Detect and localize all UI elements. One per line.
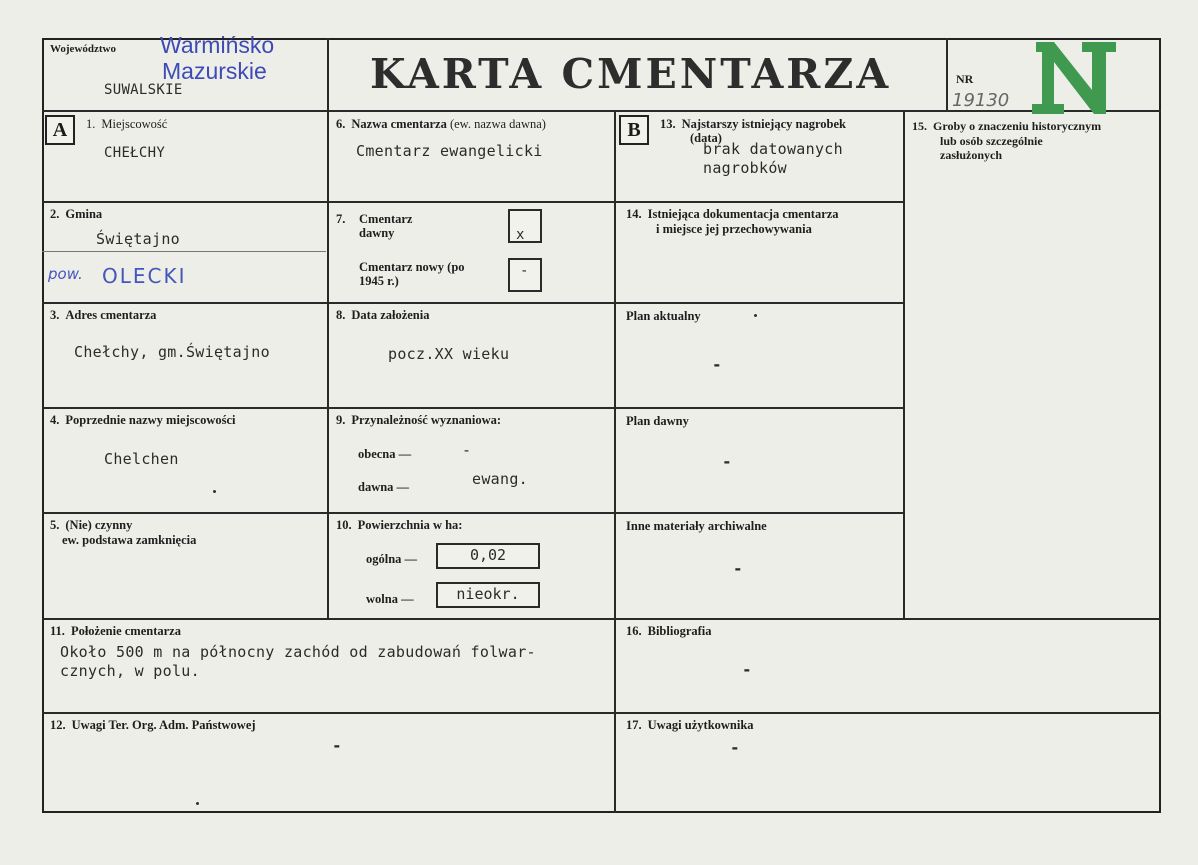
field-label-text: Poprzednie nazwy miejscowości bbox=[65, 413, 236, 427]
field-15-label-2: lub osób szczególnie bbox=[940, 134, 1043, 148]
field-number: 4. bbox=[50, 413, 60, 427]
field-3-value: Chełchy, gm.Świętajno bbox=[74, 343, 270, 361]
row-divider bbox=[42, 407, 904, 409]
field-number: 14. bbox=[626, 207, 642, 221]
field-label-text: Uwagi Ter. Org. Adm. Państwowej bbox=[71, 718, 256, 732]
field-number: 11. bbox=[50, 624, 65, 638]
field-label-text: (Nie) czynny bbox=[65, 518, 133, 532]
field-number: 1. bbox=[86, 117, 96, 131]
field-label-text: Uwagi użytkownika bbox=[647, 718, 754, 732]
field-2-value: Świętajno bbox=[96, 230, 180, 248]
field-label-text: Data założenia bbox=[351, 308, 430, 322]
nr-value: 19130 bbox=[952, 90, 1010, 111]
row-divider bbox=[42, 512, 904, 514]
row-divider bbox=[42, 201, 904, 203]
field-9-label bbox=[336, 413, 501, 427]
field-label-text: Miejscowość bbox=[101, 117, 168, 131]
col-divider bbox=[327, 38, 329, 618]
field-7-dawny-label: Cmentarz dawny bbox=[359, 212, 413, 240]
checkbox-mark: x bbox=[516, 227, 525, 243]
field-11-line-1: Około 500 m na północny zachód od zabudowań folwar- bbox=[60, 643, 536, 661]
field-6-label bbox=[336, 117, 546, 131]
field-8-label bbox=[336, 308, 429, 322]
obecna-value: - bbox=[462, 441, 472, 459]
field-number: 2. bbox=[50, 207, 60, 221]
plan-dawny-label: Plan dawny bbox=[626, 414, 689, 428]
cmentarz-dawny-checkbox bbox=[508, 209, 542, 243]
field-label-text: Groby o znaczeniu historycznym bbox=[933, 119, 1102, 133]
field-label-text: Położenie cmentarza bbox=[70, 624, 181, 638]
field-1-value: CHEŁCHY bbox=[104, 145, 166, 161]
card-title: KARTA CMENTARZA bbox=[370, 50, 892, 98]
field-14-label bbox=[626, 207, 839, 221]
plan-aktualny-value: - bbox=[712, 355, 722, 374]
field-11-label bbox=[50, 624, 181, 638]
nr-divider bbox=[946, 38, 948, 110]
inne-materialy-value: - bbox=[733, 559, 743, 578]
field-number: 9. bbox=[336, 413, 346, 427]
ogolna-value-box: 0,02 bbox=[436, 543, 540, 569]
stamp-line-1: Warmińsko bbox=[160, 32, 275, 58]
dawna-label: dawna — bbox=[358, 480, 410, 494]
wolna-label: wolna — bbox=[366, 592, 414, 606]
field-5-label bbox=[50, 518, 132, 532]
cmentarz-nowy-checkbox bbox=[508, 258, 542, 292]
paper-speck bbox=[196, 802, 199, 805]
field-5-label-2: ew. podstawa zamknięcia bbox=[62, 533, 197, 547]
plan-aktualny-label: Plan aktualny bbox=[626, 309, 701, 323]
section-b-marker: B bbox=[619, 115, 649, 145]
field-4-label bbox=[50, 413, 235, 427]
gmina-divider bbox=[42, 251, 326, 252]
field-number: 16. bbox=[626, 624, 642, 638]
field-17-label bbox=[626, 718, 754, 732]
row-divider bbox=[42, 618, 1161, 620]
category-letter-n bbox=[1030, 38, 1118, 116]
field-number: 3. bbox=[50, 308, 60, 322]
field-number: 10. bbox=[336, 518, 352, 532]
section-a-marker: A bbox=[45, 115, 75, 145]
paper-speck bbox=[213, 490, 216, 493]
field-12-label bbox=[50, 718, 256, 732]
field-15-label bbox=[912, 119, 1101, 133]
field-number: 17. bbox=[626, 718, 642, 732]
field-label-text: Bibliografia bbox=[647, 624, 712, 638]
field-label-text: Istniejąca dokumentacja cmentarza bbox=[647, 207, 839, 221]
ogolna-label: ogólna — bbox=[366, 552, 418, 566]
plan-dawny-value: - bbox=[722, 452, 732, 471]
field-13-label-2: (data) bbox=[690, 131, 722, 145]
field-label-text: Adres cmentarza bbox=[65, 308, 157, 322]
field-label-note: (ew. nazwa dawna) bbox=[449, 117, 546, 131]
field-label-text: Nazwa cmentarza bbox=[351, 117, 447, 131]
field-number: 13. bbox=[660, 117, 676, 131]
checkbox-mark: - bbox=[520, 263, 529, 279]
field-15-label-3: zasłużonych bbox=[940, 148, 1003, 162]
obecna-label: obecna — bbox=[358, 447, 412, 461]
field-1-label bbox=[86, 117, 167, 131]
field-16-value: - bbox=[742, 660, 752, 679]
field-13-line-2: nagrobków bbox=[703, 159, 787, 177]
field-10-label bbox=[336, 518, 462, 532]
field-number: 5. bbox=[50, 518, 60, 532]
powiat-value: OLECKI bbox=[102, 264, 187, 288]
col-divider bbox=[903, 110, 905, 618]
row-divider bbox=[42, 712, 1161, 714]
field-8-value: pocz.XX wieku bbox=[388, 345, 510, 363]
row-divider bbox=[42, 302, 904, 304]
field-label-text: Przynależność wyznaniowa: bbox=[351, 413, 502, 427]
field-label-text: Powierzchnia w ha: bbox=[357, 518, 463, 532]
wojewodztwo-value: SUWALSKIE bbox=[104, 82, 183, 98]
field-7-nowy-label: Cmentarz nowy (po 1945 r.) bbox=[359, 260, 465, 288]
field-13-label bbox=[660, 117, 846, 131]
nr-label: NR bbox=[956, 72, 974, 86]
field-number: 8. bbox=[336, 308, 346, 322]
field-6-value: Cmentarz ewangelicki bbox=[356, 142, 543, 160]
powiat-prefix: pow. bbox=[48, 265, 83, 283]
field-17-value: - bbox=[730, 738, 740, 757]
field-12-value: - bbox=[332, 736, 342, 755]
field-label-text: Gmina bbox=[65, 207, 103, 221]
field-7-number: 7. bbox=[336, 212, 346, 226]
field-number: 6. bbox=[336, 117, 346, 131]
inne-materialy-label: Inne materiały archiwalne bbox=[626, 519, 767, 533]
field-14-label-2: i miejsce jej przechowywania bbox=[656, 222, 812, 236]
field-3-label bbox=[50, 308, 156, 322]
stamp-line-2: Mazurskie bbox=[162, 58, 267, 84]
field-label-text: Najstarszy istniejący nagrobek bbox=[681, 117, 846, 131]
field-number: 15. bbox=[912, 119, 927, 133]
field-16-label bbox=[626, 624, 712, 638]
field-13-line-1: brak datowanych bbox=[703, 140, 843, 158]
field-number: 12. bbox=[50, 718, 66, 732]
col-divider bbox=[614, 110, 616, 813]
wolna-value-box: nieokr. bbox=[436, 582, 540, 608]
dawna-value: ewang. bbox=[472, 470, 528, 488]
field-4-value: Chelchen bbox=[104, 450, 179, 468]
field-11-line-2: cznych, w polu. bbox=[60, 662, 200, 680]
field-2-label bbox=[50, 207, 102, 221]
wojewodztwo-label: Województwo bbox=[50, 43, 116, 55]
paper-speck bbox=[754, 314, 757, 317]
